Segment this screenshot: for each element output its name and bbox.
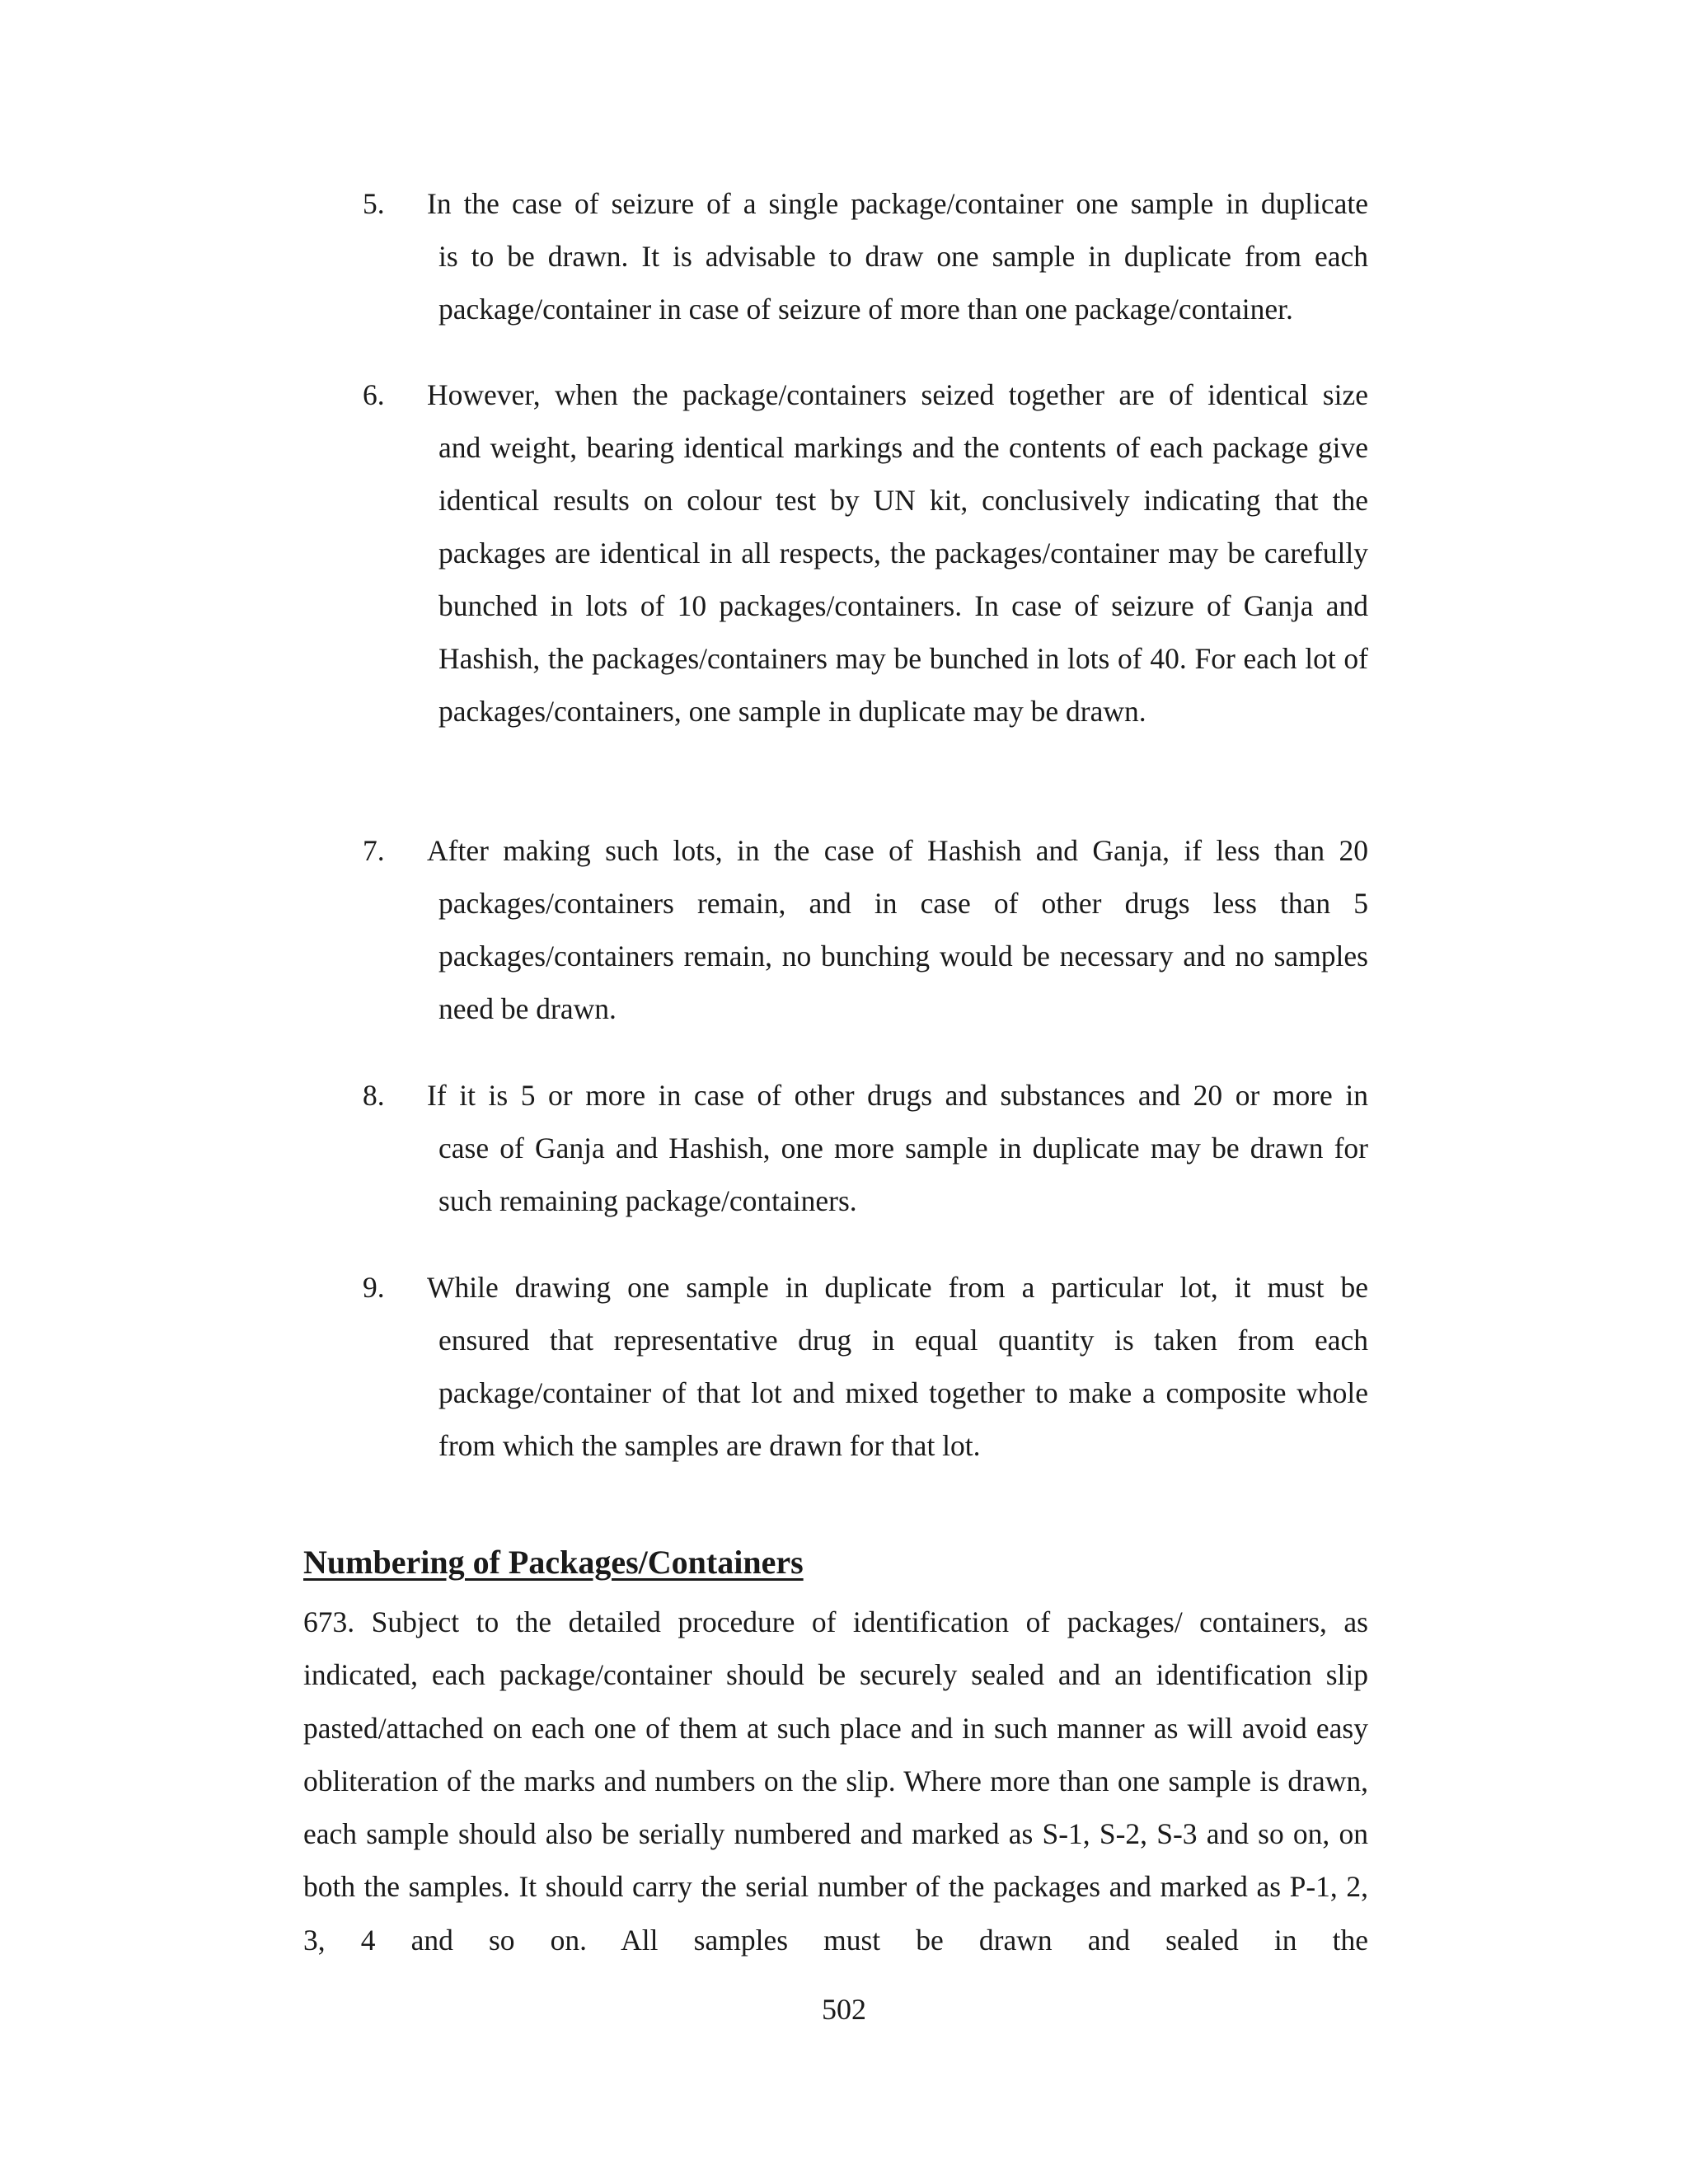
- list-item-first-line: After making such lots, in the case of Hashish and Ganja, if less than 20: [427, 834, 1368, 867]
- list-item-text: [427, 1261, 1368, 1472]
- list-item-first-line: While drawing one sample in duplicate from a particular lot, it must be: [427, 1271, 1368, 1304]
- list-item-text: [427, 824, 1368, 1035]
- list-item-continuation: is to be drawn. It is advisable to draw one sample in duplicate from each package/container in case of seizure of more than one package/container.: [438, 240, 1368, 326]
- list-item-text: [427, 368, 1368, 738]
- list-item-continuation: packages/containers remain, and in case of other drugs less than 5 packages/containers remain, no bunching would be necessary and no samples need be drawn.: [438, 887, 1368, 1025]
- list-item-number: 8.: [363, 1079, 385, 1112]
- page-number: 502: [822, 1993, 866, 2026]
- list-item-number: 9.: [363, 1271, 385, 1304]
- list-item-text: [427, 177, 1368, 335]
- list-item-first-line: In the case of seizure of a single package/container one sample in duplicate: [427, 187, 1368, 220]
- section-heading: Numbering of Packages/Containers: [303, 1544, 804, 1581]
- list-item-text: [427, 1069, 1368, 1227]
- list-item-number: 5.: [363, 187, 385, 220]
- list-item-continuation: ensured that representative drug in equal quantity is taken from each package/container of that lot and mixed together to make a composite whole from which the samples are drawn for that lot.: [438, 1324, 1368, 1462]
- list-item-first-line: If it is 5 or more in case of other drugs and substances and 20 or more in: [427, 1079, 1368, 1112]
- list-item-continuation: and weight, bearing identical markings and the contents of each package give identical results on colour test by UN kit, conclusively indicating that the packages are identical in all respects, the packages/container may be carefully bunched in lots of 10 packages/containers. In case of seizure of Ganja and Hashish, the packages/containers may be bunched in lots of 40. For each lot of packages/containers, one sample in duplicate may be drawn.: [438, 431, 1368, 728]
- list-item-continuation: case of Ganja and Hashish, one more sample in duplicate may be drawn for such remaining package/containers.: [438, 1132, 1368, 1217]
- list-item-number: 6.: [363, 378, 385, 411]
- list-item-first-line: However, when the package/containers seized together are of identical size: [427, 378, 1368, 411]
- list-item-number: 7.: [363, 834, 385, 867]
- section-paragraph: 673. Subject to the detailed procedure of identification of packages/ containers, as indicated, each package/container should be securely sealed and an identification slip pasted/attached on each one of them at such place and in such manner as will avoid easy obliteration of the marks and numbers on the slip. Where more than one sample is drawn, each sample should also be serially numbered and marked as S-1, S-2, S-3 and so on, on both the samples. It should carry the serial number of the packages and marked as P-1, 2, 3, 4 and so on. All samples must be drawn and sealed in the: [303, 1605, 1368, 1957]
